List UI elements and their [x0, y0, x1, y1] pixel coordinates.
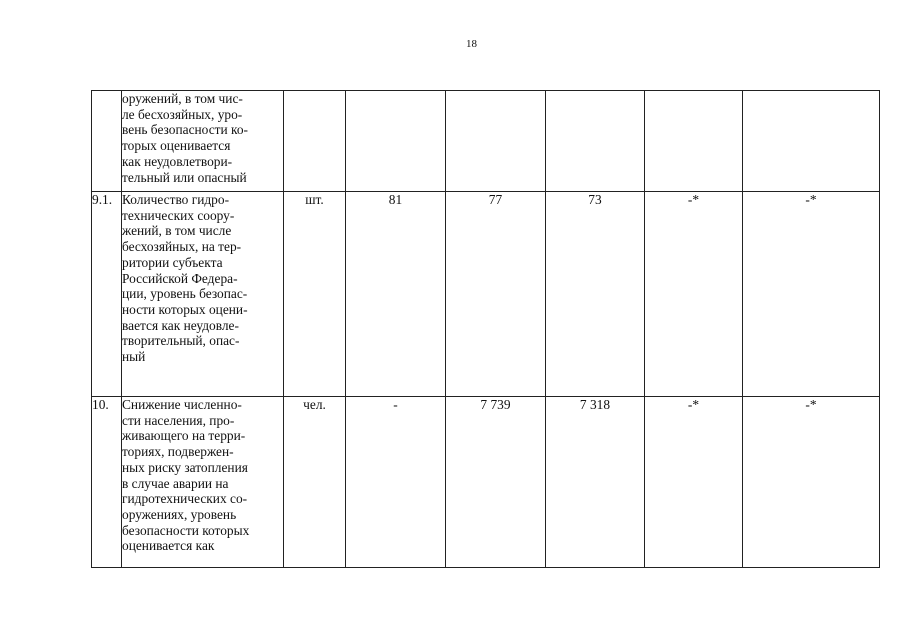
value-cell: 7 739 — [446, 397, 546, 568]
value-cell: -* — [743, 192, 880, 397]
description-text — [122, 192, 283, 365]
description-line: сти населения, про- — [122, 412, 235, 428]
value-cell: -* — [743, 397, 880, 568]
description-line: оценивается как — [122, 538, 215, 554]
description-line: оружений, в том чис- — [122, 91, 243, 106]
description-line: ции, уровень безопас- — [122, 286, 248, 302]
description-line: бесхозяйных, на тер- — [122, 239, 242, 255]
description-line: ле бесхозяйных, уро- — [122, 106, 243, 122]
value-cell — [743, 91, 880, 192]
unit-cell — [284, 91, 346, 192]
value-cell: - — [346, 397, 446, 568]
unit-cell: чел. — [284, 397, 346, 568]
description-line: как неудовлетвори- — [122, 153, 233, 169]
description-cell — [122, 397, 284, 568]
table-row — [92, 192, 880, 397]
description-line: в случае аварии на — [122, 475, 229, 491]
value-cell: -* — [645, 192, 743, 397]
value-cell: 77 — [446, 192, 546, 397]
description-line: вень безопасности ко- — [122, 122, 248, 138]
description-line: вается как неудовле- — [122, 317, 239, 333]
unit-cell: шт. — [284, 192, 346, 397]
description-line: творительный, опас- — [122, 333, 240, 349]
value-cell: -* — [645, 397, 743, 568]
description-line: тельный или опасный — [122, 169, 247, 185]
table-row — [92, 91, 880, 192]
description-cell — [122, 91, 284, 192]
description-line: гидротехнических со- — [122, 491, 248, 507]
value-cell: 81 — [346, 192, 446, 397]
value-cell: 7 318 — [546, 397, 645, 568]
description-line: Российской Федера- — [122, 270, 238, 286]
description-text — [122, 397, 283, 554]
value-cell — [546, 91, 645, 192]
row-number-cell: 10. — [92, 397, 122, 568]
row-number-cell — [92, 91, 122, 192]
table-row — [92, 397, 880, 568]
value-cell: 73 — [546, 192, 645, 397]
description-line: жений, в том числе — [122, 223, 232, 239]
description-line: ритории субъекта — [122, 254, 223, 270]
value-cell — [446, 91, 546, 192]
description-text — [122, 91, 283, 185]
description-line: ный — [122, 349, 146, 365]
description-cell — [122, 192, 284, 397]
description-line: Снижение численно- — [122, 397, 242, 412]
value-cell — [645, 91, 743, 192]
indicator-table — [91, 90, 880, 568]
description-line: живающего на терри- — [122, 428, 246, 444]
description-line: ности которых оцени- — [122, 301, 248, 317]
description-line: безопасности которых — [122, 522, 250, 538]
value-cell — [346, 91, 446, 192]
description-line: ных риску затопления — [122, 459, 248, 475]
page-number: 18 — [466, 38, 477, 50]
description-line: торых оценивается — [122, 138, 231, 154]
description-line: оружениях, уровень — [122, 506, 237, 522]
row-number-cell: 9.1. — [92, 192, 122, 397]
description-line: ториях, подвержен- — [122, 444, 234, 460]
description-line: Количество гидро- — [122, 192, 230, 207]
description-line: технических соору- — [122, 207, 235, 223]
